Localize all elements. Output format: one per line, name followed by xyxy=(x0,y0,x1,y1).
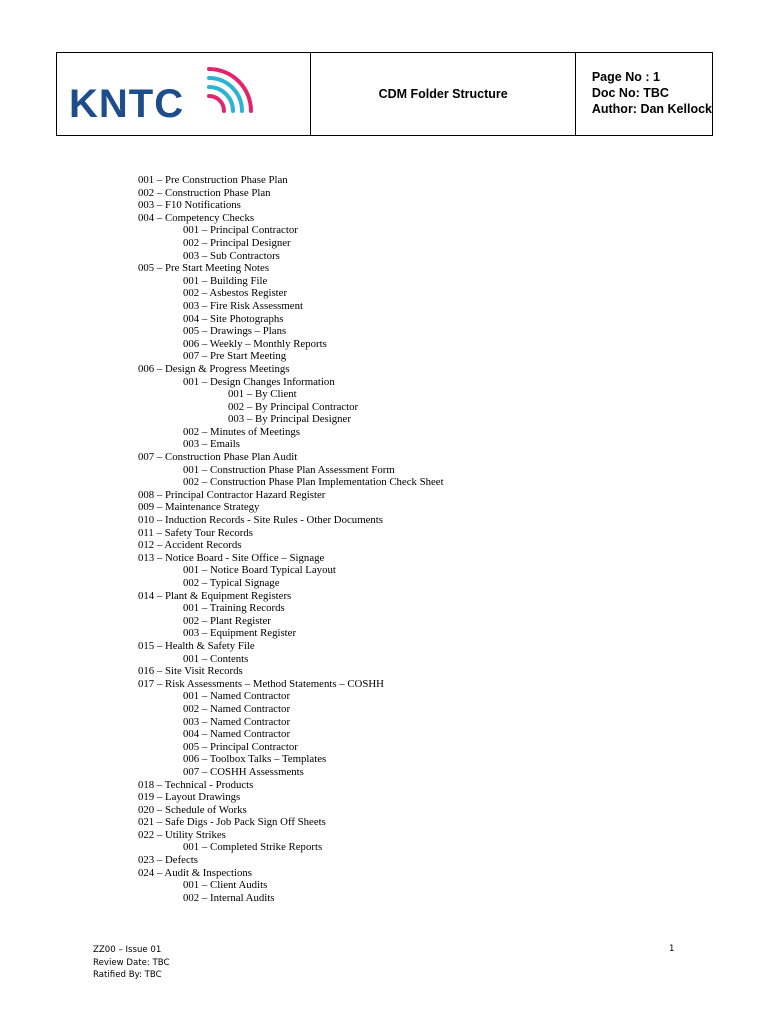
folder-item: 012 – Accident Records xyxy=(138,539,242,552)
subfolder-item: 005 – Drawings – Plans xyxy=(183,325,287,338)
folder-item: 021 – Safe Digs - Job Pack Sign Off Sheets xyxy=(138,816,326,829)
subfolder-item: 001 – Notice Board Typical Layout xyxy=(183,564,336,577)
subfolder-item: 001 – Contents xyxy=(183,652,249,665)
subfolder-item: 006 – Weekly – Monthly Reports xyxy=(183,337,327,350)
subfolder-item: 002 – Plant Register xyxy=(183,614,271,627)
folder-item: 011 – Safety Tour Records xyxy=(138,526,253,539)
subfolder-item: 004 – Site Photographs xyxy=(183,312,284,325)
folder-item: 008 – Principal Contractor Hazard Register xyxy=(138,488,326,501)
subfolder-item: 002 – Named Contractor xyxy=(183,702,291,715)
subfolder-item: 001 – Design Changes Information xyxy=(183,375,335,388)
review-date-label: Review Date: TBC xyxy=(93,957,170,968)
folder-item: 019 – Layout Drawings xyxy=(138,791,241,804)
subfolder-item: 001 – Named Contractor xyxy=(183,690,291,703)
subfolder-item: 003 – Named Contractor xyxy=(183,715,291,728)
subfolder-item: 001 – Construction Phase Plan Assessment Form xyxy=(183,463,395,476)
sub-subfolder-item: 002 – By Principal Contractor xyxy=(228,400,359,413)
logo-cell xyxy=(57,53,311,135)
subfolder-item: 007 – COSHH Assessments xyxy=(183,765,304,778)
folder-item: 001 – Pre Construction Phase Plan xyxy=(138,174,288,186)
author-label: Author: Dan Kellock xyxy=(591,102,712,116)
subfolder-item: 004 – Named Contractor xyxy=(183,728,291,741)
folder-item: 020 – Schedule of Works xyxy=(138,803,247,816)
folder-item: 013 – Notice Board - Site Office – Signage xyxy=(138,551,325,564)
folder-item: 009 – Maintenance Strategy xyxy=(138,501,260,514)
folder-item: 002 – Construction Phase Plan xyxy=(138,186,271,199)
meta-cell xyxy=(576,53,712,135)
doc-number-label: Doc No: TBC xyxy=(591,86,669,100)
subfolder-item: 003 – Sub Contractors xyxy=(183,249,280,262)
document-header xyxy=(56,52,713,136)
document-footer xyxy=(93,944,170,982)
folder-item: 004 – Competency Checks xyxy=(138,211,255,224)
subfolder-item: 002 – Typical Signage xyxy=(183,577,280,589)
subfolder-item: 003 – Emails xyxy=(183,438,240,451)
folder-item: 018 – Technical - Products xyxy=(138,778,254,791)
folder-item: 016 – Site Visit Records xyxy=(138,665,243,678)
subfolder-item: 001 – Principal Contractor xyxy=(183,224,298,237)
folder-item: 015 – Health & Safety File xyxy=(138,639,255,652)
folder-item: 017 – Risk Assessments – Method Statements – COSHH xyxy=(138,677,384,690)
folder-item: 005 – Pre Start Meeting Notes xyxy=(138,262,270,275)
subfolder-item: 003 – Equipment Register xyxy=(183,627,297,640)
subfolder-item: 005 – Principal Contractor xyxy=(183,740,298,753)
subfolder-item: 002 – Principal Designer xyxy=(183,236,291,249)
subfolder-item: 007 – Pre Start Meeting xyxy=(183,350,287,363)
folder-structure-list xyxy=(138,174,698,904)
ratified-by-label: Ratified By: TBC xyxy=(93,970,162,980)
folder-item: 022 – Utility Strikes xyxy=(138,828,226,841)
subfolder-item: 002 – Minutes of Meetings xyxy=(183,425,300,438)
folder-item: 014 – Plant & Equipment Registers xyxy=(138,589,292,602)
subfolder-item: 001 – Building File xyxy=(183,274,268,287)
folder-item: 003 – F10 Notifications xyxy=(138,199,241,212)
folder-item: 007 – Construction Phase Plan Audit xyxy=(138,451,298,464)
folder-item: 010 – Induction Records - Site Rules - Other Documents xyxy=(138,514,383,527)
page-number-label: Page No : 1 xyxy=(591,70,660,84)
footer-page-number: 1 xyxy=(669,944,675,954)
subfolder-item: 006 – Toolbox Talks – Templates xyxy=(183,753,327,766)
folder-item: 024 – Audit & Inspections xyxy=(138,866,252,879)
logo-text: KNTC xyxy=(69,82,185,126)
subfolder-item: 001 – Client Audits xyxy=(183,879,268,892)
issue-label: ZZ00 – Issue 01 xyxy=(93,945,162,955)
subfolder-item: 002 – Asbestos Register xyxy=(183,287,288,300)
folder-item: 006 – Design & Progress Meetings xyxy=(138,362,290,375)
document-title: CDM Folder Structure xyxy=(378,87,508,101)
subfolder-item: 001 – Training Records xyxy=(183,602,285,615)
subfolder-item: 002 – Internal Audits xyxy=(183,891,275,904)
title-cell xyxy=(311,53,575,135)
folder-item: 023 – Defects xyxy=(138,854,198,867)
sub-subfolder-item: 001 – By Client xyxy=(228,388,297,401)
kntc-logo xyxy=(69,59,299,131)
subfolder-item: 002 – Construction Phase Plan Implementation Check Sheet xyxy=(183,476,444,489)
subfolder-item: 001 – Completed Strike Reports xyxy=(183,841,323,854)
subfolder-item: 003 – Fire Risk Assessment xyxy=(183,299,303,312)
sub-subfolder-item: 003 – By Principal Designer xyxy=(228,413,351,426)
